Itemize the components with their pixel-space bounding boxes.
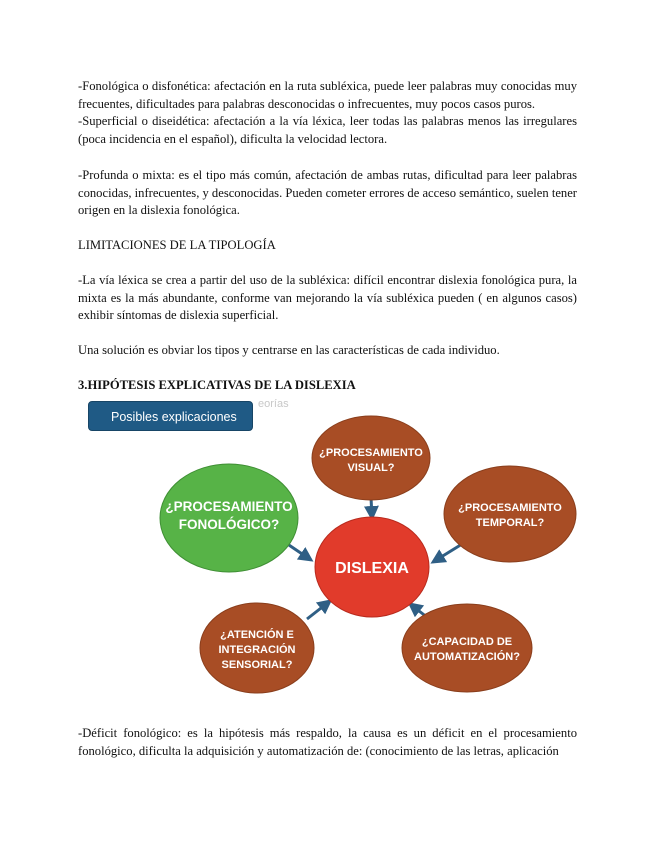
node-temporal-line2: TEMPORAL?: [475, 517, 545, 529]
center-label: DISLEXIA: [335, 560, 409, 577]
arrow-atencion: [307, 601, 330, 619]
node-atencion-line2: INTEGRACIÓN: [218, 644, 296, 656]
node-atencion-line3: SENSORIAL?: [221, 659, 293, 671]
node-automatizacion-line2: AUTOMATIZACIÓN?: [414, 651, 520, 663]
paragraph-solution: Una solución es obviar los tipos y centrarse en las características de cada individuo.: [78, 343, 500, 357]
paragraph-fonologica: -Fonológica o disfonética: afectación en la ruta subléxica, puede leer palabras muy conocidas muy frecuentes, dificultades para palabras desconocidas o infrecuentes, muy pocos casos puros.: [78, 79, 577, 111]
node-fonologico-line1: ¿PROCESAMIENTO: [165, 499, 293, 514]
node-fonologico-line2: FONOLÓGICO?: [178, 517, 280, 532]
section-heading: 3.HIPÓTESIS EXPLICATIVAS DE LA DISLEXIA: [78, 378, 356, 392]
node-dislexia-center: [315, 517, 429, 617]
paragraph-limitations: -La vía léxica se crea a partir del uso de la subléxica: difícil encontrar dislexia fonológica pura, la mixta es la más abundante, conforme van mejorando la vía subléxica pueden ( en algunos casos) exhibir síntomas de dislexia superficial.: [78, 273, 577, 323]
node-temporal-line1: ¿PROCESAMIENTO: [458, 502, 562, 514]
node-procesamiento-temporal: [444, 466, 576, 562]
faded-theories-label: eorías: [258, 398, 289, 410]
paragraph-profunda: -Profunda o mixta: es el tipo más común, afectación de ambas rutas, dificultad para leer palabras conocidas, infrecuentes, y desconocidas. Pueden cometer errores de acceso semántico, suelen tener origen en la dislexia fonológica.: [78, 168, 577, 218]
paragraph-superficial: -Superficial o diseidética: afectación a la vía léxica, leer todas las palabras menos las irregulares (poca incidencia en el español), dificulta la velocidad lectora.: [78, 114, 577, 146]
paragraph-deficit-fonologico: -Déficit fonológico: es la hipótesis más respaldo, la causa es un déficit en el procesamiento fonológico, dificulta la adquisición y automatización de: (conocimiento de las letras, aplicación: [78, 726, 577, 758]
node-atencion-integracion: [200, 603, 314, 693]
possible-explanations-badge: Posibles explicaciones: [88, 401, 253, 431]
node-visual-line1: ¿PROCESAMIENTO: [319, 447, 423, 459]
node-procesamiento-visual: [312, 416, 430, 500]
node-automatizacion-line1: ¿CAPACIDAD DE: [421, 636, 513, 648]
limitations-heading: LIMITACIONES DE LA TIPOLOGÍA: [78, 238, 276, 252]
node-atencion-line1: ¿ATENCIÓN E: [220, 629, 294, 641]
node-capacidad-automatizacion: [402, 604, 532, 692]
node-visual-line2: VISUAL?: [347, 462, 395, 474]
node-procesamiento-fonologico: [160, 464, 298, 572]
